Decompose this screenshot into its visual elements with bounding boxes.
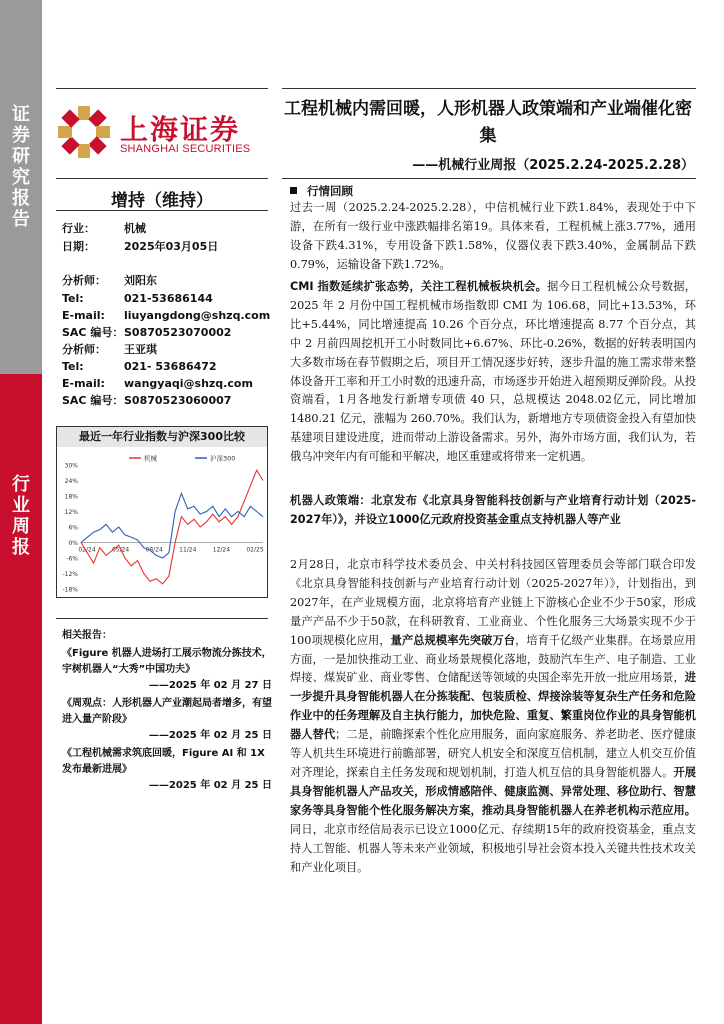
y-tick-label: -6% bbox=[66, 555, 78, 563]
chart-canvas bbox=[57, 449, 267, 597]
tel-value: 021- 53686472 bbox=[124, 360, 217, 373]
policy-bold-3: 开展具身智能机器人产品攻关，形成情感陪伴、健康监测、异常处理、移位助行、智慧家务等具身智能个性化服务解决方案，推动具身智能机器人在养老机构示范应用。 bbox=[290, 765, 696, 817]
section-heading-text: 行情回顾 bbox=[307, 184, 353, 198]
y-tick-label: 12% bbox=[64, 509, 78, 516]
sac-label: SAC 编号： bbox=[62, 394, 124, 407]
analyst-label: 分析师： bbox=[62, 343, 106, 356]
policy-text-d: ；二是，前瞻探索个性化应用服务，面向家庭服务、养老助老、医疗健康等人机共生环境进行前瞻部署，研究人机安全和深度互信机制，建立人机交互价值对齐理论，探索自主任务发现和规划机制，打造人机互信的具身智能机器人。 bbox=[290, 728, 696, 779]
y-tick-label: -12% bbox=[62, 571, 78, 578]
analyst-label: 分析师： bbox=[62, 274, 106, 287]
square-bullet-icon bbox=[290, 187, 297, 194]
y-tick-label: 6% bbox=[68, 524, 78, 532]
sac-value: S0870523060007 bbox=[124, 394, 232, 407]
policy-heading-text: 机器人政策端：北京发布《北京具身智能科技创新与产业培育行动计划（2025-2027年）》，并设立1000亿元政府投资基金重点支持机器人等产业 bbox=[290, 494, 696, 526]
analyst-2-row bbox=[62, 341, 157, 358]
tel-value: 021-53686144 bbox=[124, 292, 213, 305]
analyst-1-tel-row bbox=[62, 290, 213, 307]
email-link[interactable]: liuyangdong@shzq.com bbox=[124, 309, 271, 322]
policy-bold-1: 量产总规模率先突破万台 bbox=[390, 633, 516, 647]
cmi-lead: CMI 指数延续扩张态势，关注工程机械板块机会。 bbox=[290, 280, 548, 293]
policy-text-a: 2月28日，北京市科学技术委员会、中关村科技园区管理委员会等部门联合印发《北京具身智能科技创新与产业培育行动计划（2025-2027年）》，计划指出，到2027年，在产业规模方面，北京将培育产业链上下游核心企业不少于50家，形成量产产品不少于50款，在科研教育、工业商业、个性化服务三大场景实现不少于100项规模化应用， bbox=[290, 558, 696, 647]
policy-paragraph bbox=[290, 556, 696, 877]
series-line-2 bbox=[81, 493, 263, 558]
legend-label: 沪深300 bbox=[210, 454, 236, 463]
sidebar-report-type-label: 证券研究报告 bbox=[12, 104, 30, 230]
related-reports bbox=[62, 628, 272, 794]
analyst-2-email-row bbox=[62, 375, 253, 392]
y-tick-label: 18% bbox=[64, 493, 78, 501]
related-item-date: ——2025 年 02 月 25 日 bbox=[148, 730, 272, 741]
y-tick-label: 24% bbox=[64, 478, 78, 485]
analyst-1-row bbox=[62, 272, 157, 289]
analyst-1-sac-row bbox=[62, 324, 231, 341]
report-subtitle: ——机械行业周报（2025.2.24-2025.2.28） bbox=[412, 158, 694, 173]
industry-row bbox=[62, 220, 146, 237]
legend-label: 机械 bbox=[144, 454, 157, 463]
report-title: 工程机械内需回暖，人形机器人政策端和产业端催化密集 bbox=[284, 99, 692, 146]
company-logo bbox=[56, 104, 266, 160]
cmi-text: 据今日工程机械公众号数据，2025 年 2 月份中国工程机械市场指数即 CMI 为 106.68，同比+13.53%，环比+5.44%，同比增速提高 10.26 个百分点，环比增速提高 8.77 个百分点，其中 2 月前四周挖机开工小时数同比+6.67%、环比-0.26%，数据的好转表明国内大多数市场在春节假期之后，项目开工情况逐步好转，逐步升温的施工需求带来整体设备开工率和开工小时数的迅速升高，市场逐步开始进入超预期反弹阶段。从投资端看，1月各地发行新增专项债 40 只，总规模达 2048.02亿元，同比增加 1480.21 亿元，涨幅为 260.70%。我们认为，新增地方专项债资金投入有望加快基建项目建设进度，进而带动上游设备需求。另外，海外市场方面，我们认为，若俄乌冲突年内有可能和平解决，地区重建或将带来一定机遇。 bbox=[290, 280, 696, 464]
analyst-2-sac-row bbox=[62, 392, 231, 409]
section-heading bbox=[290, 183, 353, 199]
logo-chinese-name: 上海证券 bbox=[120, 113, 241, 146]
policy-heading bbox=[290, 492, 696, 530]
date-row bbox=[62, 238, 218, 255]
industry-value: 机械 bbox=[124, 222, 146, 235]
rating-rule-top bbox=[56, 178, 268, 179]
related-item-date: ——2025 年 02 月 25 日 bbox=[148, 780, 272, 791]
date-value: 2025年03月05日 bbox=[124, 240, 219, 253]
sac-label: SAC 编号： bbox=[62, 326, 124, 339]
tel-label: Tel: bbox=[62, 292, 84, 305]
related-item-title[interactable]: 《Figure 机器人进场打工展示物流分拣技术，宇树机器人“大秀”中国功夫》 bbox=[62, 648, 272, 675]
logo-emblem-icon bbox=[56, 104, 112, 160]
analyst-name: 刘阳东 bbox=[124, 274, 157, 287]
related-item[interactable] bbox=[62, 646, 272, 694]
chart-title: 最近一年行业指数与沪深300比较 bbox=[57, 427, 267, 447]
related-item-title[interactable]: 《工程机械需求筑底回暖，Figure AI 和 1X 发布最新进展》 bbox=[62, 748, 265, 775]
related-item[interactable] bbox=[62, 696, 272, 744]
analyst-1-email-row bbox=[62, 307, 270, 324]
y-tick-label: 0% bbox=[68, 540, 78, 547]
rating-label: 增持（维持） bbox=[111, 191, 213, 211]
header-rule-right bbox=[282, 88, 696, 89]
index-comparison-chart bbox=[56, 426, 268, 598]
logo-english-name: SHANGHAI SECURITIES bbox=[120, 143, 251, 155]
sidebar bbox=[0, 0, 42, 1024]
email-label: E-mail: bbox=[62, 309, 105, 322]
related-item[interactable] bbox=[62, 746, 272, 794]
policy-text-e: 同日，北京市经信局表示已设立1000亿元、存续期15年的政府投资基金，重点支持人工智能、机器人等未来产业领域，积极地引导社会资本投入关键共性技术攻关和产业化项目。 bbox=[290, 822, 696, 874]
x-tick-label: 11/24 bbox=[179, 546, 197, 554]
related-rule-top bbox=[56, 618, 268, 619]
y-tick-label: -18% bbox=[62, 586, 78, 594]
x-tick-label: 12/24 bbox=[212, 546, 231, 554]
market-review-paragraph: 过去一周（2025.2.24-2025.2.28），中信机械行业下跌1.84%，表现处于中下游，在所有一级行业中涨跌幅排名第19。具体来看，工程机械上涨3.77%，通用设备下跌4.31%，专用设备下跌1.58%，仪器仪表下跌3.40%，金属制品下跌0.79%，运输设备下跌1.72%。 bbox=[290, 201, 696, 271]
analyst-name: 王亚琪 bbox=[124, 343, 157, 356]
y-tick-label: 30% bbox=[64, 462, 78, 470]
x-tick-label: 05/24 bbox=[111, 546, 130, 554]
header-rule-left bbox=[56, 88, 268, 89]
body-rule-top bbox=[282, 178, 696, 179]
x-tick-label: 02/25 bbox=[246, 546, 264, 554]
related-heading: 相关报告： bbox=[62, 630, 112, 641]
related-item-title[interactable]: 《周观点：人形机器人产业潮起局者增多，有望进入量产阶段》 bbox=[62, 698, 272, 725]
email-link[interactable]: wangyaqi@shzq.com bbox=[124, 377, 253, 390]
sidebar-weekly-label: 行业周报 bbox=[12, 474, 30, 558]
sac-value: S0870523070002 bbox=[124, 326, 232, 339]
tel-label: Tel: bbox=[62, 360, 84, 373]
policy-bold-2: 进一步提升具身智能机器人在分拣装配、包装质检、焊接涂装等复杂生产任务和危险作业中的任务理解及自主执行能力，加快危险、重复、繁重岗位作业的具身智能机器人替代 bbox=[290, 671, 696, 742]
date-label: 日期： bbox=[62, 240, 95, 253]
related-item-date: ——2025 年 02 月 27 日 bbox=[148, 680, 272, 691]
report-title-block bbox=[282, 96, 694, 173]
industry-label: 行业： bbox=[62, 222, 95, 235]
sidebar-bottom-band bbox=[0, 374, 42, 1024]
analyst-2-tel-row bbox=[62, 358, 217, 375]
x-tick-label: 02/24 bbox=[78, 546, 96, 554]
cmi-paragraph bbox=[290, 278, 696, 467]
email-label: E-mail: bbox=[62, 377, 105, 390]
x-tick-label: 08/24 bbox=[145, 546, 163, 554]
policy-text-c: ，培育千亿级产业集群。在场景应用方面，一是加快推动工业、商业场景规模化落地，鼓励汽车生产、电子制造、工业焊接、煤炭矿业、商业零售、仓储配送等领域的央国企率先开放一批应用场景， bbox=[290, 633, 696, 685]
